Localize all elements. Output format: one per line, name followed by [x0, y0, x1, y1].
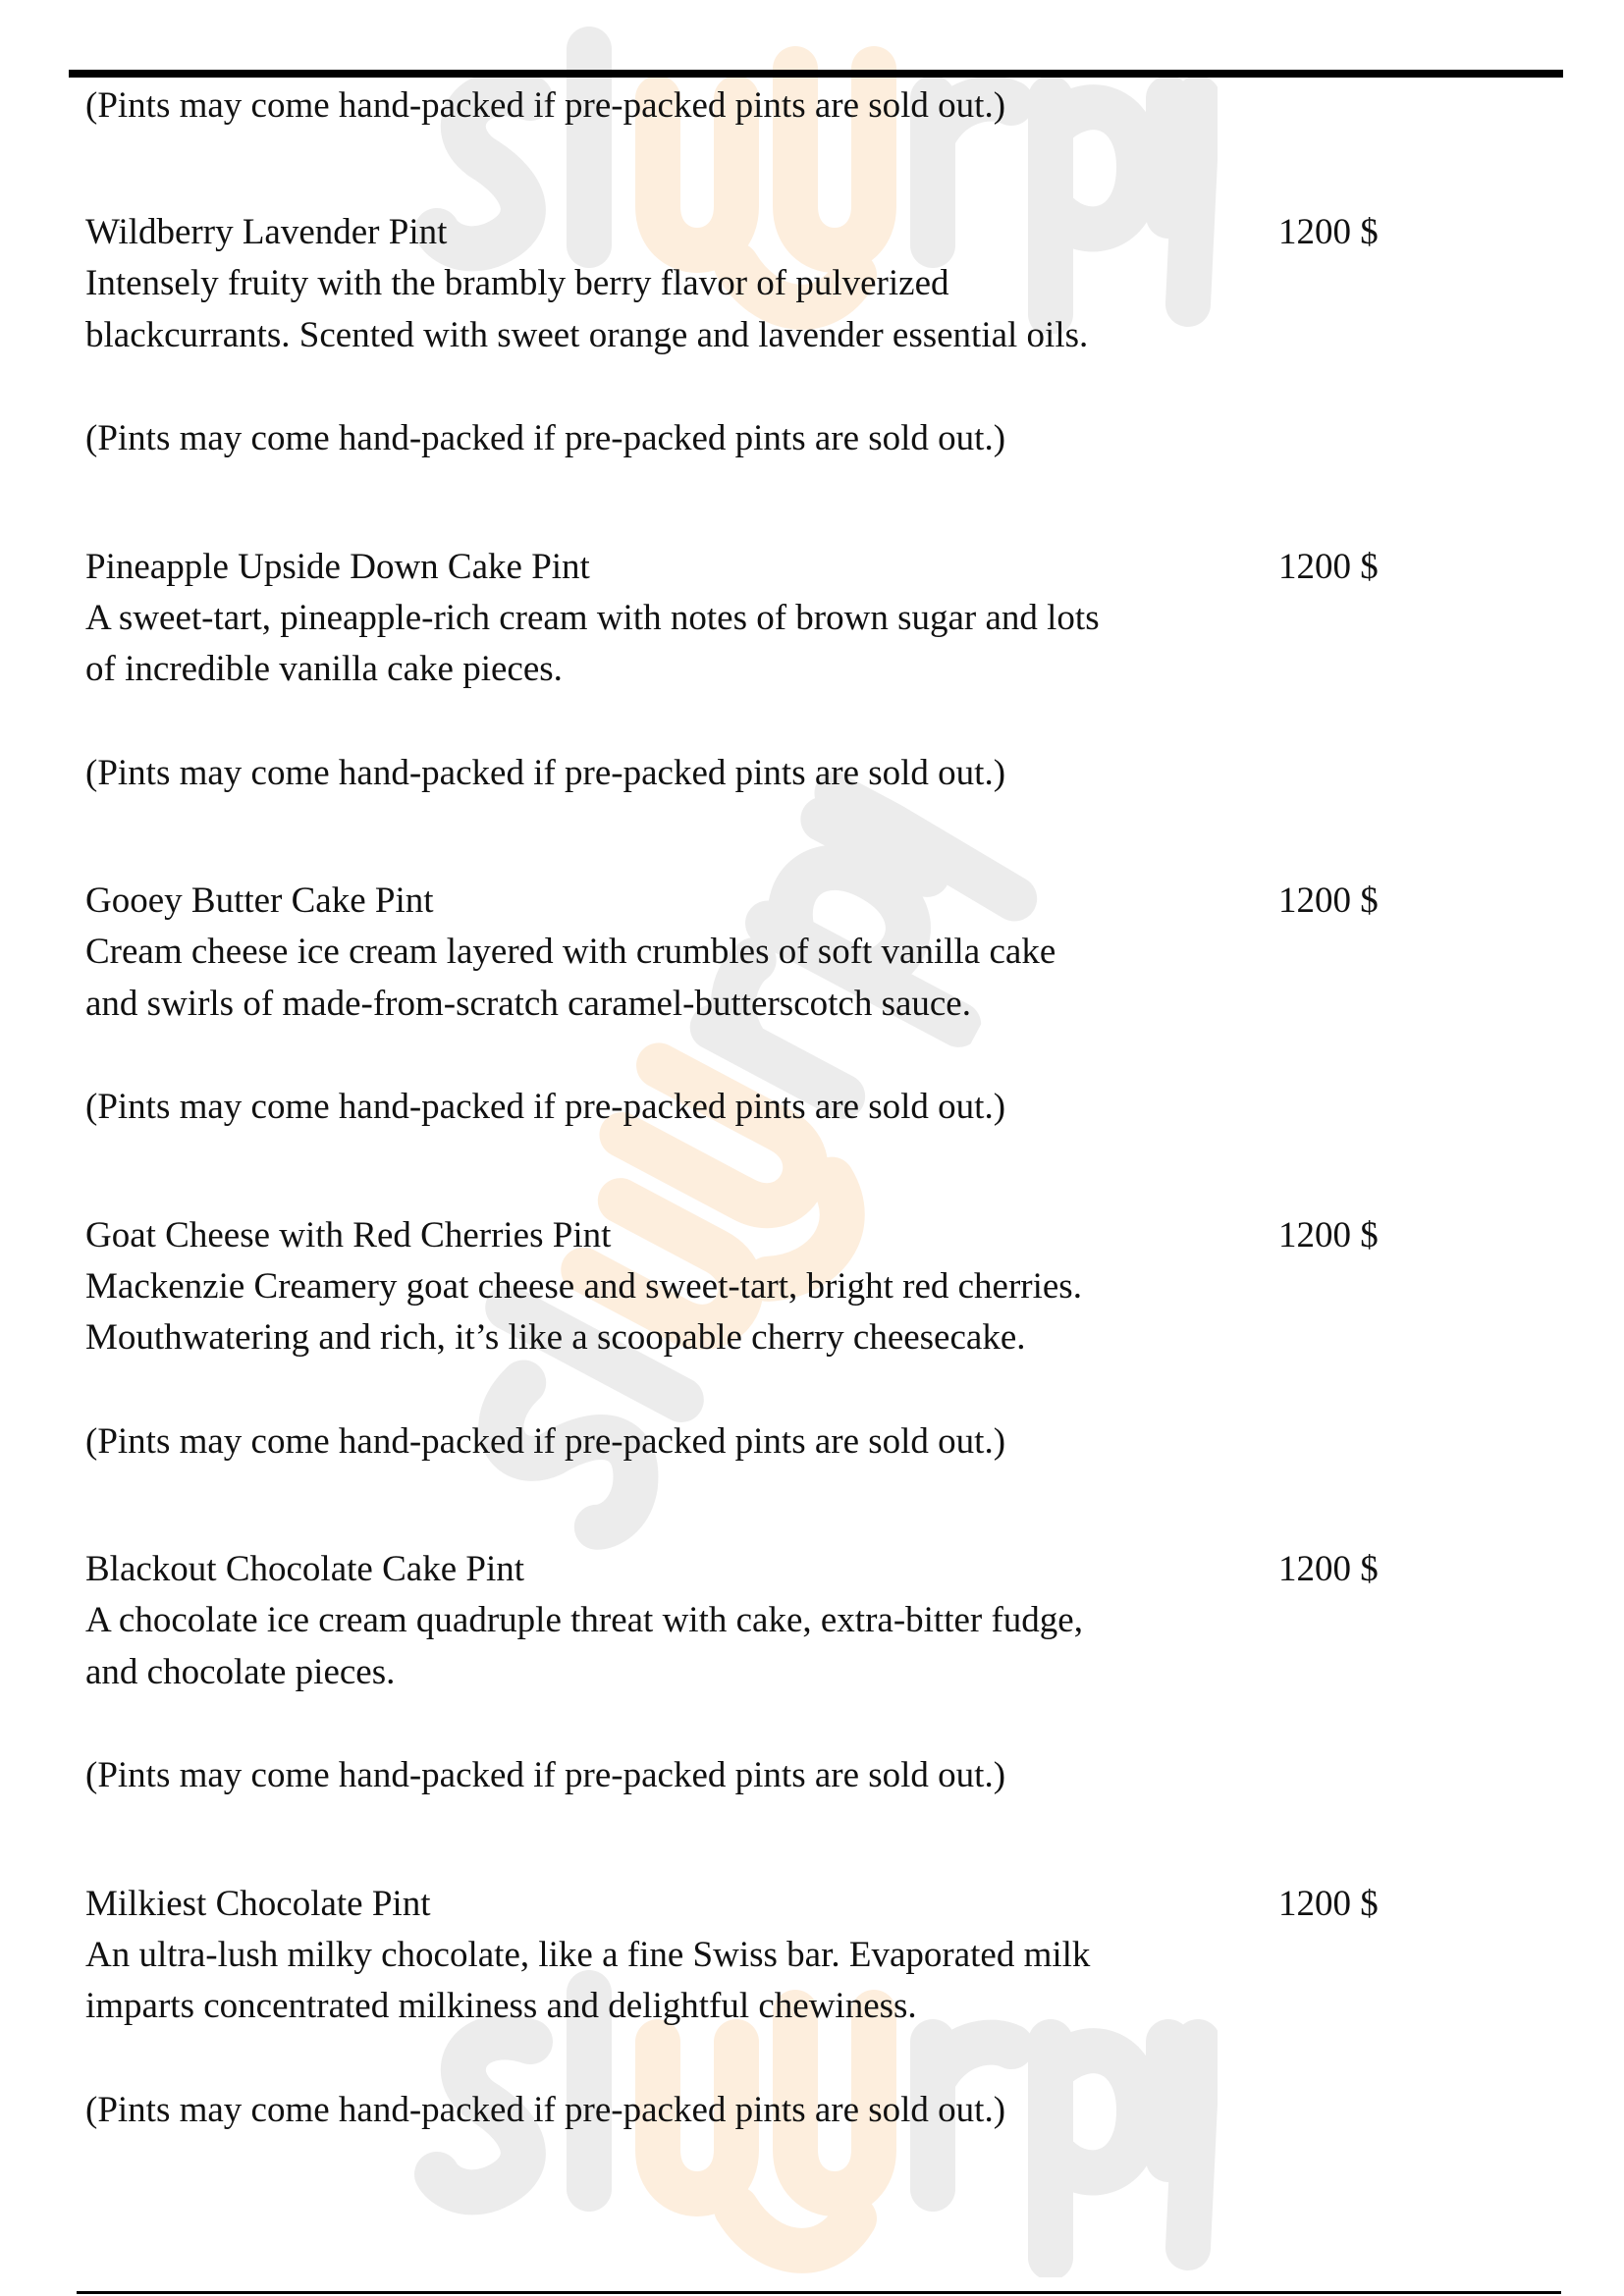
item-name: Pineapple Upside Down Cake Pint [85, 546, 590, 587]
description-line: Cream cheese ice cream layered with crumbles of soft vanilla cake [85, 932, 1056, 972]
item-description [85, 1261, 1082, 1364]
item-price: 1200 $ [1278, 1883, 1379, 1924]
item-price: 1200 $ [1278, 881, 1379, 921]
item-note: (Pints may come hand-packed if pre-packed pints are sold out.) [85, 2089, 1006, 2130]
description-line: blackcurrants. Scented with sweet orange and lavender essential oils. [85, 314, 1089, 355]
item-note: (Pints may come hand-packed if pre-packed pints are sold out.) [85, 418, 1006, 458]
item-price: 1200 $ [1278, 546, 1379, 587]
top-note: (Pints may come hand-packed if pre-packed pints are sold out.) [85, 85, 1006, 126]
description-line: Mackenzie Creamery goat cheese and sweet-tart, bright red cherries. [85, 1265, 1082, 1307]
item-name: Goat Cheese with Red Cherries Pint [85, 1214, 612, 1255]
item-description [85, 593, 1100, 696]
item-note: (Pints may come hand-packed if pre-packed pints are sold out.) [85, 1420, 1006, 1462]
item-description [85, 927, 1056, 1030]
item-name: Wildberry Lavender Pint [85, 212, 448, 252]
item-note: (Pints may come hand-packed if pre-packed pints are sold out.) [85, 752, 1006, 793]
description-line: A sweet-tart, pineapple-rich cream with notes of brown sugar and lots [85, 597, 1100, 638]
description-line: and chocolate pieces. [85, 1651, 396, 1692]
menu-item [0, 876, 1624, 1209]
menu-item [0, 1879, 1624, 2213]
item-description [85, 1595, 1083, 1698]
item-price: 1200 $ [1278, 1214, 1379, 1255]
item-price: 1200 $ [1278, 1549, 1379, 1589]
menu-item [0, 207, 1624, 541]
menu-item [0, 1544, 1624, 1878]
item-name: Gooey Butter Cake Pint [85, 881, 434, 921]
item-name: Milkiest Chocolate Pint [85, 1883, 431, 1924]
item-price: 1200 $ [1278, 212, 1379, 252]
description-line: and swirls of made-from-scratch caramel-butterscotch sauce. [85, 983, 971, 1024]
item-description [85, 258, 1088, 361]
menu-item [0, 1210, 1624, 1544]
description-line: An ultra-lush milky chocolate, like a fine Swiss bar. Evaporated milk [85, 1934, 1091, 1975]
description-line: Intensely fruity with the brambly berry flavor of pulverized [85, 263, 949, 303]
description-line: imparts concentrated milkiness and delightful chewiness. [85, 1986, 917, 2026]
description-line: Mouthwatering and rich, it’s like a scoopable cherry cheesecake. [85, 1317, 1026, 1358]
menu-item [0, 542, 1624, 876]
description-line: A chocolate ice cream quadruple threat with cake, extra-bitter fudge, [85, 1600, 1083, 1640]
bottom-divider [77, 2291, 1561, 2294]
top-divider [69, 70, 1563, 78]
item-note: (Pints may come hand-packed if pre-packed pints are sold out.) [85, 1087, 1006, 1127]
description-line: of incredible vanilla cake pieces. [85, 649, 563, 689]
item-note: (Pints may come hand-packed if pre-packed pints are sold out.) [85, 1755, 1006, 1795]
item-name: Blackout Chocolate Cake Pint [85, 1549, 524, 1589]
item-description [85, 1930, 1090, 2033]
